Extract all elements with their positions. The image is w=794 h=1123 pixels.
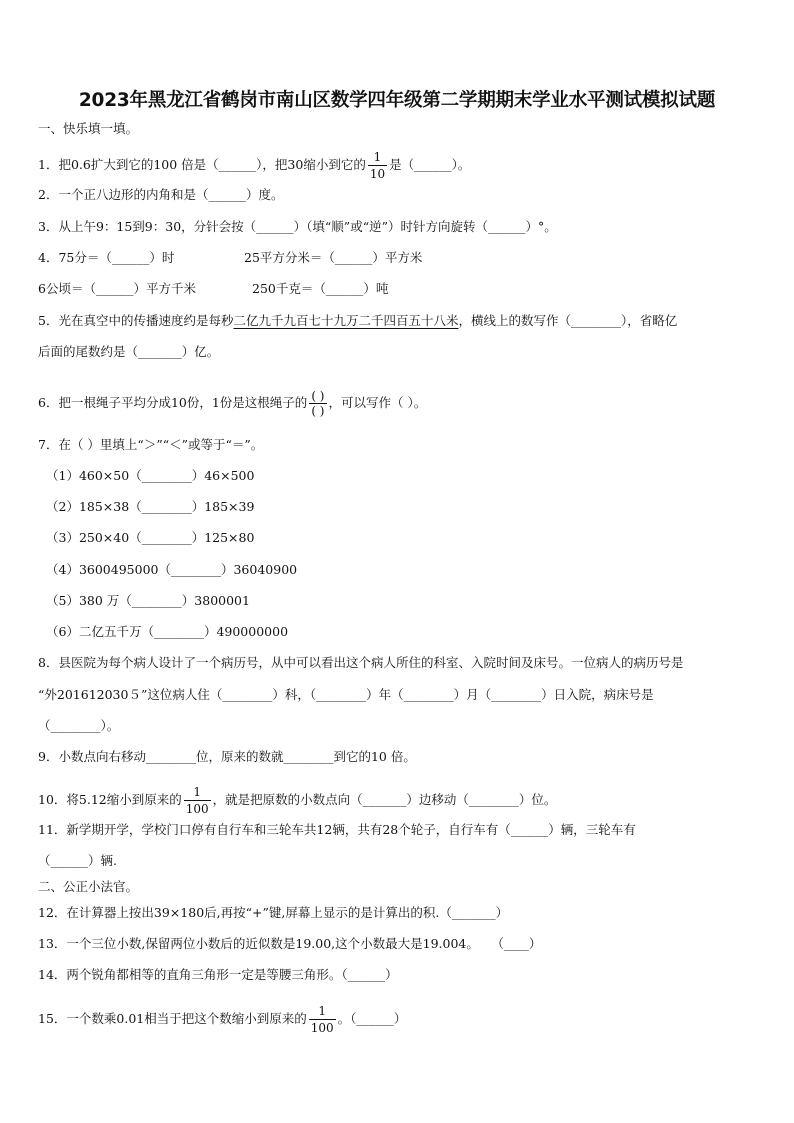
question-7-item-3: （3）250×40（________）125×80 [46, 530, 255, 545]
fraction-numerator-blank: ( ) [311, 389, 325, 403]
question-4-left-1: 4．75分＝（______）时 [38, 250, 175, 265]
fraction-numerator: 1 [193, 785, 202, 799]
question-4-row-1 [38, 250, 758, 266]
section-heading-fill-in: 一、快乐填一填。 [38, 121, 139, 136]
question-14: 14．两个锐角都相等的直角三角形一定是等腰三角形。（______） [38, 967, 398, 982]
question-15-text-b: 。（______） [337, 1011, 407, 1026]
question-15-text-a: 15．一个数乘0.01相当于把这个数缩小到原来的 [38, 1011, 307, 1026]
fraction-denominator: 10 [369, 167, 386, 181]
question-4-right-2: 250千克＝（______）吨 [252, 281, 389, 296]
question-6 [38, 389, 758, 418]
fraction-numerator: 1 [373, 150, 382, 164]
question-1 [38, 150, 758, 181]
question-4-left-2: 6公顷＝（______）平方千米 [38, 281, 196, 296]
question-12: 12．在计算器上按出39×180后,再按“+”键,屏幕上显示的是计算出的积.（_______） [38, 905, 509, 920]
question-10-text-b: ，就是把原数的小数点向（_______）边移动（________）位。 [212, 792, 557, 807]
question-11-continued: （______）辆. [38, 853, 117, 868]
question-5-continued: 后面的尾数约是（_______）亿。 [38, 344, 220, 359]
question-13: 13．一个三位小数,保留两位小数后的近似数是19.00,这个小数最大是19.004。 （____） [38, 936, 542, 951]
question-1-text-a: 1．把0.6扩大到它的100 倍是（______），把30缩小到它的 [38, 157, 366, 172]
question-7-item-2: （2）185×38（________）185×39 [46, 499, 255, 514]
fraction-1-10 [368, 150, 387, 181]
question-9: 9．小数点向右移动________位，原来的数就________到它的10 倍。 [38, 749, 416, 764]
fraction-denominator-blank: ( ) [311, 404, 325, 418]
question-8: 8．县医院为每个病人设计了一个病历号，从中可以看出这个病人所住的科室、入院时间及床号。一位病人的病历号是 [38, 655, 684, 670]
fraction-denominator: 100 [185, 802, 209, 816]
question-5-underlined-number: 二亿九千九百七十九万二千四百五十八米 [233, 313, 459, 328]
question-5-text-a: 5．光在真空中的传播速度约是每秒 [38, 313, 234, 328]
fraction-1-100 [309, 1004, 336, 1035]
question-6-text-a: 6．把一根绳子平均分成10份，1份是这根绳子的 [38, 395, 308, 410]
question-7-item-4: （4）3600495000（________）36040900 [46, 562, 298, 577]
question-10-text-a: 10．将5.12缩小到原来的 [38, 792, 182, 807]
fraction-numerator: 1 [318, 1004, 327, 1018]
fraction-1-100 [184, 785, 211, 816]
question-4-right-1: 25平方分米＝（______）平方米 [244, 250, 423, 265]
section-heading-true-false: 二、公正小法官。 [38, 879, 139, 894]
question-8-continued-1: “外201612030５”这位病人住（________）科，（________）年（________）月（________）日入院，病床号是 [38, 687, 654, 702]
question-7-item-5: （5）380 万（________）3800001 [46, 593, 250, 608]
question-7-item-6: （6）二亿五千万（________）490000000 [46, 624, 289, 639]
question-5 [38, 313, 758, 329]
page-title: 2023年黑龙江省鹤岗市南山区数学四年级第二学期期末学业水平测试模拟试题 [78, 90, 716, 111]
fraction-denominator: 100 [310, 1021, 334, 1035]
question-6-text-b: ，可以写作（ ）。 [328, 395, 427, 410]
question-2: 2．一个正八边形的内角和是（______）度。 [38, 187, 284, 202]
question-7-stem: 7．在（ ）里填上“＞”“＜”或等于“＝”。 [38, 437, 264, 452]
question-5-text-b: ，横线上的数写作（________），省略亿 [458, 313, 678, 328]
question-4-row-2 [38, 281, 758, 297]
question-10 [38, 785, 758, 816]
question-15 [38, 1004, 758, 1035]
question-3: 3．从上午9：15到9：30，分针会按（______）（填“顺”或“逆”）时针方向旋转（______）°。 [38, 219, 557, 234]
fraction-blank [309, 389, 326, 418]
question-8-continued-2: （________）。 [38, 718, 120, 733]
question-11: 11．新学期开学，学校门口停有自行车和三轮车共12辆，共有28个轮子，自行车有（______）辆，三轮车有 [38, 822, 636, 837]
question-1-text-b: 是（______）。 [389, 157, 471, 172]
question-7-item-1: （1）460×50（________）46×500 [46, 468, 255, 483]
